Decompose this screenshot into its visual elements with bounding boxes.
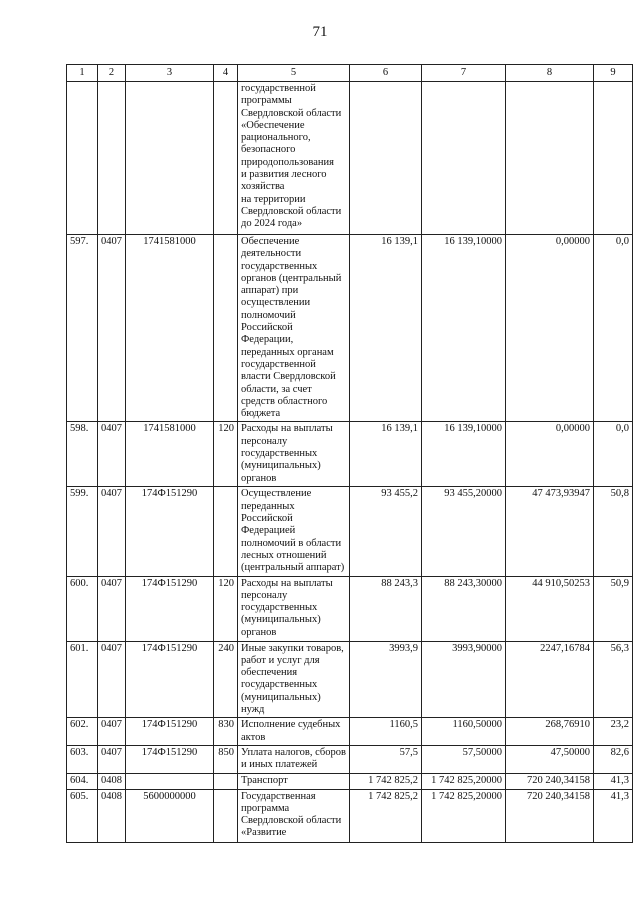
header-cell: 2 [98,65,126,82]
table-row [67,718,633,746]
table-row [67,422,633,487]
refined-amount: 16 139,10000 [422,235,506,422]
executed-amount: 0,00000 [506,235,594,422]
executed-amount [506,82,594,235]
plan-amount: 1 742 825,2 [350,789,422,842]
execution-percent: 41,3 [594,789,633,842]
execution-percent: 41,3 [594,773,633,789]
expense-type-code: 120 [214,576,238,641]
page-number: 71 [312,24,328,40]
target-code: 174Ф151290 [126,487,214,576]
execution-percent [594,82,633,235]
row-number: 598. [67,422,98,487]
item-name: государственной программы Свердловской области «Обеспечение рационального, безопасного природопользования и развития лесного хозяйства на территории Свердловской области до 2024 года» [241,83,342,230]
expense-type-code: 830 [214,718,238,746]
item-name-cell [238,82,350,235]
plan-amount: 1160,5 [350,718,422,746]
executed-amount: 268,76910 [506,718,594,746]
header-cell: 1 [67,65,98,82]
item-name-cell [238,641,350,718]
header-cell: 9 [594,65,633,82]
item-name-cell [238,487,350,576]
table-row [67,745,633,773]
row-number: 597. [67,235,98,422]
section-code: 0407 [98,422,126,487]
section-code: 0408 [98,773,126,789]
item-name: Транспорт [241,774,288,786]
expense-type-code [214,235,238,422]
target-code: 174Ф151290 [126,745,214,773]
expense-type-code [214,82,238,235]
item-name: Иные закупки товаров, работ и услуг для обеспечения государственных (муниципальных) нужд [241,642,344,716]
plan-amount: 16 139,1 [350,235,422,422]
row-number [67,82,98,235]
plan-amount: 3993,9 [350,641,422,718]
section-code: 0407 [98,641,126,718]
refined-amount: 1 742 825,20000 [422,773,506,789]
table-row [67,576,633,641]
item-name-cell [238,235,350,422]
executed-amount: 2247,16784 [506,641,594,718]
execution-percent: 23,2 [594,718,633,746]
plan-amount: 93 455,2 [350,487,422,576]
row-number: 600. [67,576,98,641]
refined-amount: 88 243,30000 [422,576,506,641]
section-code: 0407 [98,235,126,422]
header-cell: 4 [214,65,238,82]
refined-amount: 3993,90000 [422,641,506,718]
header-cell: 6 [350,65,422,82]
executed-amount: 47,50000 [506,745,594,773]
row-number: 604. [67,773,98,789]
target-code: 1741581000 [126,235,214,422]
refined-amount: 57,50000 [422,745,506,773]
section-code: 0407 [98,745,126,773]
expense-type-code: 240 [214,641,238,718]
expense-type-code [214,487,238,576]
execution-percent: 56,3 [594,641,633,718]
execution-percent: 50,9 [594,576,633,641]
header-row [67,65,633,82]
execution-percent: 82,6 [594,745,633,773]
target-code: 174Ф151290 [126,641,214,718]
expense-type-code: 850 [214,745,238,773]
plan-amount: 88 243,3 [350,576,422,641]
item-name-cell [238,745,350,773]
item-name-cell [238,422,350,487]
refined-amount [422,82,506,235]
refined-amount: 93 455,20000 [422,487,506,576]
expense-type-code [214,773,238,789]
target-code: 1741581000 [126,422,214,487]
plan-amount: 16 139,1 [350,422,422,487]
row-number: 601. [67,641,98,718]
section-code [98,82,126,235]
section-code: 0407 [98,718,126,746]
refined-amount: 1160,50000 [422,718,506,746]
execution-percent: 0,0 [594,235,633,422]
row-number: 602. [67,718,98,746]
refined-amount: 16 139,10000 [422,422,506,487]
target-code: 174Ф151290 [126,576,214,641]
section-code: 0407 [98,487,126,576]
target-code [126,773,214,789]
section-code: 0407 [98,576,126,641]
table-row [67,789,633,842]
item-name: Осуществление переданных Российской Федерацией полномочий в области лесных отношений (центральный аппарат) [241,488,345,574]
execution-percent: 0,0 [594,422,633,487]
item-name: Исполнение судебных актов [241,719,341,743]
item-name-cell [238,773,350,789]
header-cell: 3 [126,65,214,82]
item-name: Расходы на выплаты персоналу государственных (муниципальных) органов [241,423,333,484]
target-code: 174Ф151290 [126,718,214,746]
target-code: 5600000000 [126,789,214,842]
item-name: Обеспечение деятельности государственных органов (центральный аппарат) при осуществлении полномочий Российской Федерации, переданных органам государственной власти Свердловской области, за счет средств областного бюджета [241,236,342,420]
item-name-cell [238,789,350,842]
target-code [126,82,214,235]
row-number: 599. [67,487,98,576]
item-name: Уплата налогов, сборов и иных платежей [241,746,346,771]
refined-amount: 1 742 825,20000 [422,789,506,842]
table-row [67,641,633,718]
header-cell: 5 [238,65,350,82]
section-code: 0408 [98,789,126,842]
execution-percent: 50,8 [594,487,633,576]
plan-amount: 1 742 825,2 [350,773,422,789]
expense-type-code [214,789,238,842]
table-row [67,773,633,789]
plan-amount [350,82,422,235]
executed-amount: 720 240,34158 [506,789,594,842]
table-row [67,487,633,576]
item-name-cell [238,718,350,746]
item-name: Государственная программа Свердловской области «Развитие [241,790,342,839]
executed-amount: 0,00000 [506,422,594,487]
expense-type-code: 120 [214,422,238,487]
item-name-cell [238,576,350,641]
header-cell: 8 [506,65,594,82]
row-number: 605. [67,789,98,842]
plan-amount: 57,5 [350,745,422,773]
executed-amount: 47 473,93947 [506,487,594,576]
item-name: Расходы на выплаты персоналу государственных (муниципальных) органов [241,577,333,638]
executed-amount: 44 910,50253 [506,576,594,641]
header-cell: 7 [422,65,506,82]
budget-table [66,64,633,843]
row-number: 603. [67,745,98,773]
table-row [67,82,633,235]
table-row [67,235,633,422]
executed-amount: 720 240,34158 [506,773,594,789]
